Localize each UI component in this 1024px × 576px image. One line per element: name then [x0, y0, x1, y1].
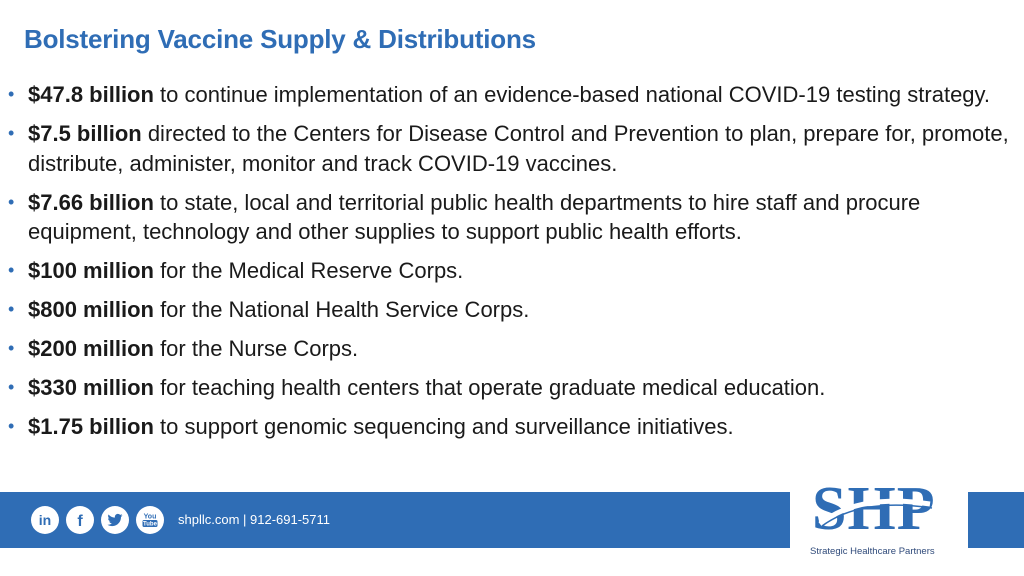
bullet-item [8, 373, 1014, 403]
logo-mark: SHP [812, 475, 936, 543]
svg-text:Tube: Tube [143, 521, 157, 528]
bullet-item [8, 412, 1014, 442]
slide-title: Bolstering Vaccine Supply & Distributions [24, 24, 536, 54]
bullet-glyph: • [8, 191, 15, 212]
logo-swoosh-icon [810, 475, 950, 546]
bullet-glyph: • [8, 338, 15, 358]
company-logo [790, 470, 968, 576]
bullet-item [8, 119, 1014, 178]
bullet-text: for teaching health centers that operate graduate medical education. [153, 375, 826, 400]
bullet-text: to state, local and territorial public health departments to hire staff and procure equipment, technology and other supplies to support public health efforts. [28, 189, 921, 244]
twitter-icon[interactable] [101, 506, 129, 534]
bullet-amount: $100 million [28, 258, 154, 283]
bullet-glyph: • [8, 260, 15, 280]
bullet-glyph: • [8, 416, 15, 436]
bullet-text: to support genomic sequencing and surveillance initiatives. [153, 414, 734, 439]
bullet-text: directed to the Centers for Disease Control and Prevention to plan, prepare for, promote, distribute, administer, monitor and track COVID-19 vaccines. [28, 121, 1009, 176]
svg-text:in: in [38, 512, 52, 528]
bullet-glyph: • [8, 377, 15, 397]
bullet-amount: $7.5 billion [28, 121, 142, 146]
bullet-amount: $330 million [28, 375, 154, 400]
footer-right-segment [968, 492, 1024, 548]
svg-text:f: f [77, 513, 83, 529]
bullet-glyph: • [8, 84, 15, 104]
bullet-amount: $200 million [28, 336, 154, 361]
bullet-amount: $47.8 billion [28, 82, 154, 107]
bullet-item [8, 80, 1014, 110]
bullet-glyph: • [8, 299, 15, 319]
bullet-text: for the Nurse Corps. [153, 336, 359, 361]
logo-tagline: Strategic Healthcare Partners [810, 546, 935, 557]
bullet-amount: $1.75 billion [28, 414, 154, 439]
svg-text:You: You [143, 513, 157, 521]
facebook-icon[interactable] [66, 506, 94, 534]
bullet-text: to continue implementation of an evidence-based national COVID-19 testing strategy. [153, 82, 991, 107]
bullet-item [8, 334, 1014, 364]
contact-info: shpllc.com | 912-691-5711 [178, 512, 331, 527]
bullet-item [8, 295, 1014, 325]
bullet-item [8, 256, 1014, 286]
bullet-amount: $7.66 billion [28, 189, 154, 215]
bullet-amount: $800 million [28, 297, 154, 322]
bullet-item [8, 188, 1014, 247]
linkedin-icon[interactable] [31, 506, 59, 534]
bullet-glyph: • [8, 123, 15, 143]
bullet-text: for the National Health Service Corps. [153, 297, 530, 322]
bullet-text: for the Medical Reserve Corps. [153, 258, 464, 283]
social-links [31, 506, 164, 534]
bullet-list [8, 80, 1014, 451]
youtube-icon[interactable] [136, 506, 164, 534]
